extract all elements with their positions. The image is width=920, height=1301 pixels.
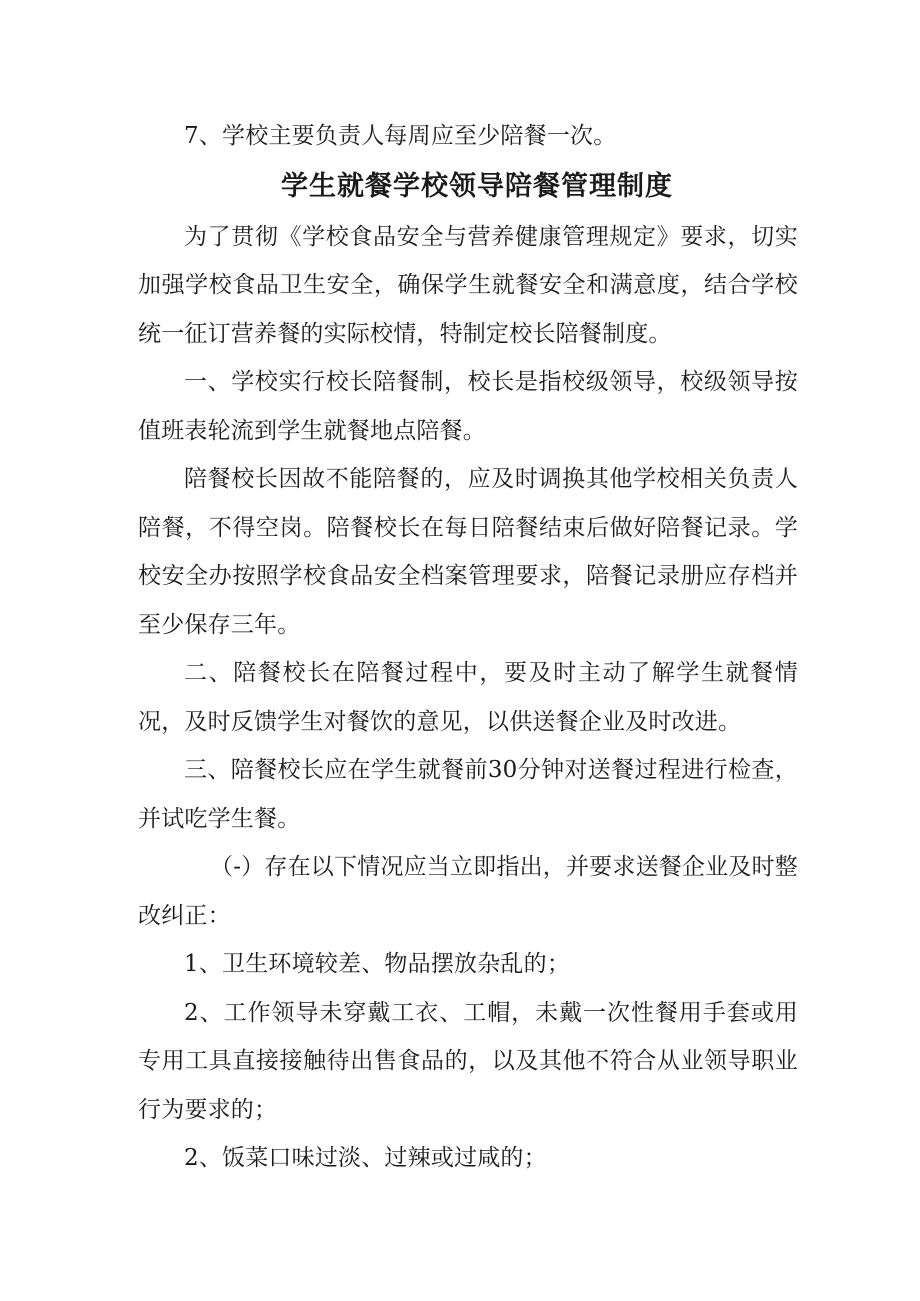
- lead-list-item: 7、学校主要负责人每周应至少陪餐一次。: [184, 123, 617, 149]
- section-two-paragraph: 二、陪餐校长在陪餐过程中，要及时主动了解学生就餐情况，及时反馈学生对餐饮的意见，以供送餐企业及时改进。: [138, 660, 798, 735]
- document-body: [138, 112, 798, 1183]
- section-three-paragraph: 三、陪餐校长应在学生就餐前30分钟对送餐过程进行检查，并试吃学生餐。: [138, 757, 798, 832]
- substitute-paragraph: 陪餐校长因故不能陪餐的，应及时调换其他学校相关负责人陪餐，不得空岗。陪餐校长在每日陪餐结束后做好陪餐记录。学校安全办按照学校食品安全档案管理要求，陪餐记录册应存档并至少保存三年。: [138, 466, 798, 638]
- document-title: 学生就餐学校领导陪餐管理制度: [281, 170, 673, 202]
- list-item-2: 2、工作领导未穿戴工衣、工帽，未戴一次性餐用手套或用专用工具直接接触待出售食品的，以及其他不符合从业领导职业行为要求的；: [138, 999, 798, 1123]
- list-item-1: 1、卫生环境较差、物品摆放杂乱的；: [184, 951, 571, 977]
- intro-paragraph: 为了贯彻《学校食品安全与营养健康管理规定》要求，切实加强学校食品卫生安全，确保学生就餐安全和满意度，结合学校统一征订营养餐的实际校情，特制定校长陪餐制度。: [138, 223, 798, 347]
- list-item-3: 2、饭菜口味过淡、过辣或过咸的；: [184, 1145, 547, 1171]
- subsection-one-paragraph: （-）存在以下情况应当立即指出，并要求送餐企业及时整改纠正：: [138, 854, 798, 929]
- section-one-paragraph: 一、学校实行校长陪餐制，校长是指校级领导，校级领导按值班表轮流到学生就餐地点陪餐。: [138, 369, 798, 444]
